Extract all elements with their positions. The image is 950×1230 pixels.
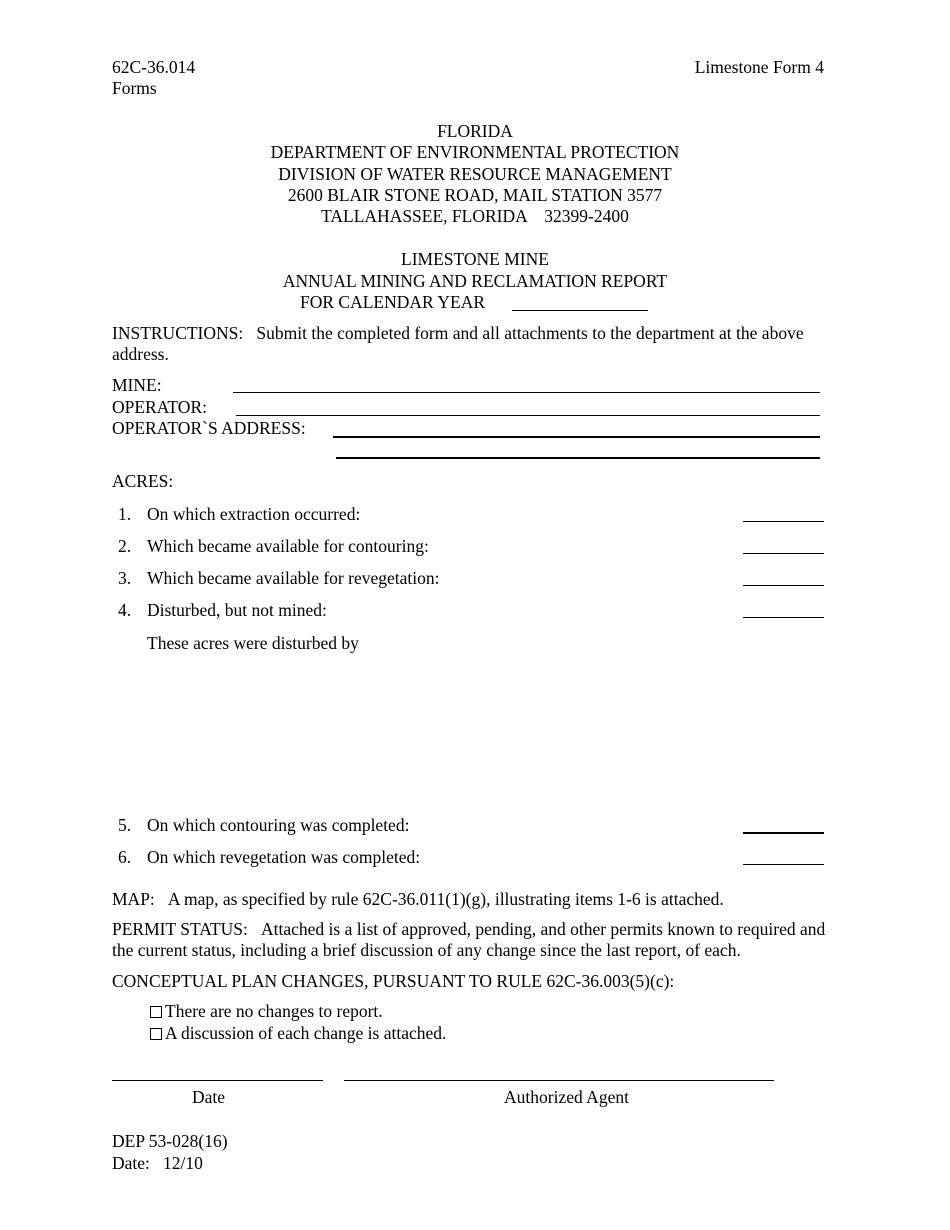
rule-number: 62C-36.014 <box>112 57 196 77</box>
acres-item-6-field[interactable] <box>743 850 824 865</box>
operator-address-field-line2[interactable] <box>336 443 820 459</box>
acres-item-4-field[interactable] <box>743 603 824 618</box>
conceptual-heading: CONCEPTUAL PLAN CHANGES, PURSUANT TO RULE 62C-36.003(5)(c): <box>112 971 675 991</box>
acres-item-2-label: Which became available for contouring: <box>147 536 429 556</box>
agent-signature-label: Authorized Agent <box>504 1087 629 1107</box>
mine-field[interactable] <box>233 378 820 393</box>
acres-item-5-label: On which contouring was completed: <box>147 815 410 835</box>
calendar-year-label: FOR CALENDAR YEAR <box>300 292 486 312</box>
agency-street: 2600 BLAIR STONE ROAD, MAIL STATION 3577 <box>287 185 663 205</box>
form-date-value: 12/10 <box>163 1153 203 1173</box>
acres-item-4-num: 4. <box>118 600 132 620</box>
acres-item-2-num: 2. <box>118 536 132 556</box>
permit-status-text: Attached is a list of approved, pending, and other permits known to required and the current status, including a brief discussion of any change since the last report, of each. <box>112 919 826 960</box>
map-statement <box>112 889 724 910</box>
agency-division: DIVISION OF WATER RESOURCE MANAGEMENT <box>278 164 672 184</box>
operator-address-field-line1[interactable] <box>333 422 820 438</box>
acres-item-5-num: 5. <box>118 815 132 835</box>
map-text: A map, as specified by rule 62C-36.011(1)(g), illustrating items 1-6 is attached. <box>167 889 724 909</box>
no-changes-label: There are no changes to report. <box>165 1001 383 1021</box>
agency-department: DEPARTMENT OF ENVIRONMENTAL PROTECTION <box>270 142 680 162</box>
acres-item-1-num: 1. <box>118 504 132 524</box>
operator-address-label: OPERATOR`S ADDRESS: <box>112 418 306 438</box>
form-date-label: Date: <box>112 1153 150 1173</box>
operator-field[interactable] <box>236 401 820 416</box>
permit-status-label: PERMIT STATUS: <box>112 919 248 939</box>
discussion-attached-checkbox[interactable] <box>150 1028 162 1040</box>
calendar-year-field[interactable] <box>512 296 648 311</box>
agency-city: TALLAHASSEE, FLORIDA 32399-2400 <box>321 206 629 226</box>
form-number: DEP 53-028(16) <box>112 1131 228 1151</box>
mine-label: MINE: <box>112 375 162 395</box>
no-changes-checkbox[interactable] <box>150 1006 162 1018</box>
acres-item-6-label: On which revegetation was completed: <box>147 847 421 867</box>
instructions <box>112 323 842 365</box>
agency-state: FLORIDA <box>437 121 513 141</box>
map-label: MAP: <box>112 889 155 909</box>
instructions-text: Submit the completed form and all attachments to the department at the above address. <box>112 323 804 364</box>
option-no-changes[interactable] <box>150 1001 383 1022</box>
date-signature-label: Date <box>191 1087 226 1107</box>
report-title-line2: ANNUAL MINING AND RECLAMATION REPORT <box>282 271 668 291</box>
form-date <box>112 1153 203 1174</box>
acres-heading: ACRES: <box>112 471 174 491</box>
agent-signature-line[interactable] <box>344 1080 774 1081</box>
acres-item-3-field[interactable] <box>743 571 824 586</box>
permit-status <box>112 919 842 961</box>
acres-item-5-field[interactable] <box>743 818 824 834</box>
acres-item-2-field[interactable] <box>743 539 824 554</box>
form-name: Limestone Form 4 <box>694 57 824 77</box>
acres-item-6-num: 6. <box>118 847 132 867</box>
report-title-line1: LIMESTONE MINE <box>401 249 549 269</box>
option-discussion-attached[interactable] <box>150 1023 446 1044</box>
disturbed-note: These acres were disturbed by <box>147 633 359 653</box>
rule-subtitle: Forms <box>112 78 157 98</box>
acres-item-1-label: On which extraction occurred: <box>147 504 361 524</box>
operator-label: OPERATOR: <box>112 397 207 417</box>
acres-item-3-label: Which became available for revegetation: <box>147 568 440 588</box>
discussion-attached-label: A discussion of each change is attached. <box>165 1023 447 1043</box>
date-signature-line[interactable] <box>112 1080 323 1081</box>
instructions-label: INSTRUCTIONS: <box>112 323 244 343</box>
acres-item-1-field[interactable] <box>743 507 824 522</box>
acres-item-4-label: Disturbed, but not mined: <box>147 600 327 620</box>
acres-item-3-num: 3. <box>118 568 132 588</box>
